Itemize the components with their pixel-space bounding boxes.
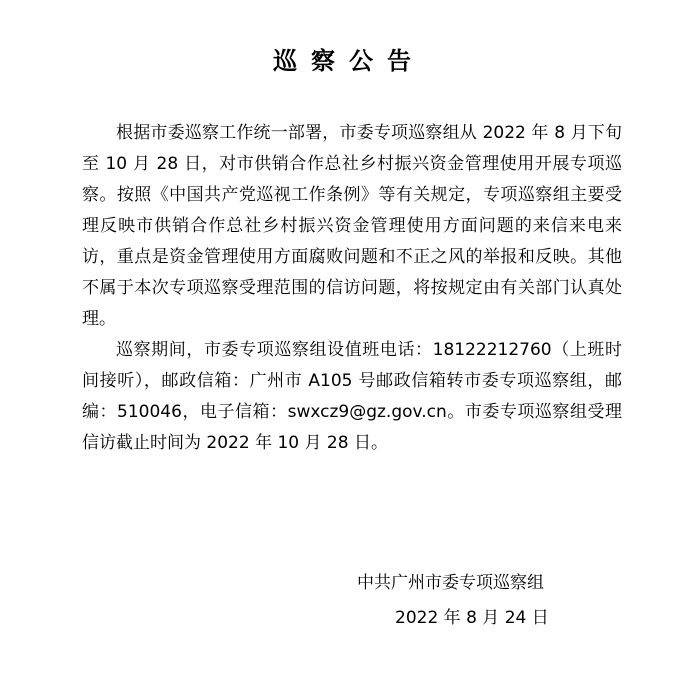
notice-paragraph-1: 根据市委巡察工作统一部署，市委专项巡察组从 2022 年 8 月下旬至 10 月 28 日，对市供销合作总社乡村振兴资金管理使用开展专项巡察。按照《中国共产党巡视工作条例》等有关规定，专项巡察组主要受理反映市供销合作总社乡村振兴资金管理使用方面问题的来信来电来访，重点是资金管理使用方面腐败问题和不正之风的举报和反映。其他不属于本次专项巡察受理范围的信访问题，将按规定由有关部门认真处理。 [82, 123, 622, 329]
signature-date: 2022 年 8 月 24 日 [395, 608, 549, 628]
notice-title: 巡察公告 [273, 47, 425, 75]
signature-block [357, 568, 617, 634]
signature-org: 中共广州市委专项巡察组 [357, 573, 544, 593]
notice-paragraph-2: 巡察期间，市委专项巡察组设值班电话：18122212760（上班时间接听），邮政信箱：广州市 A105 号邮政信箱转市委专项巡察组，邮编：510046，电子信箱：swxcz9@gz.gov.cn。市委专项巡察组受理信访截止时间为 2022 年 10 月 28 日。 [82, 340, 622, 453]
notice-body [82, 118, 622, 459]
